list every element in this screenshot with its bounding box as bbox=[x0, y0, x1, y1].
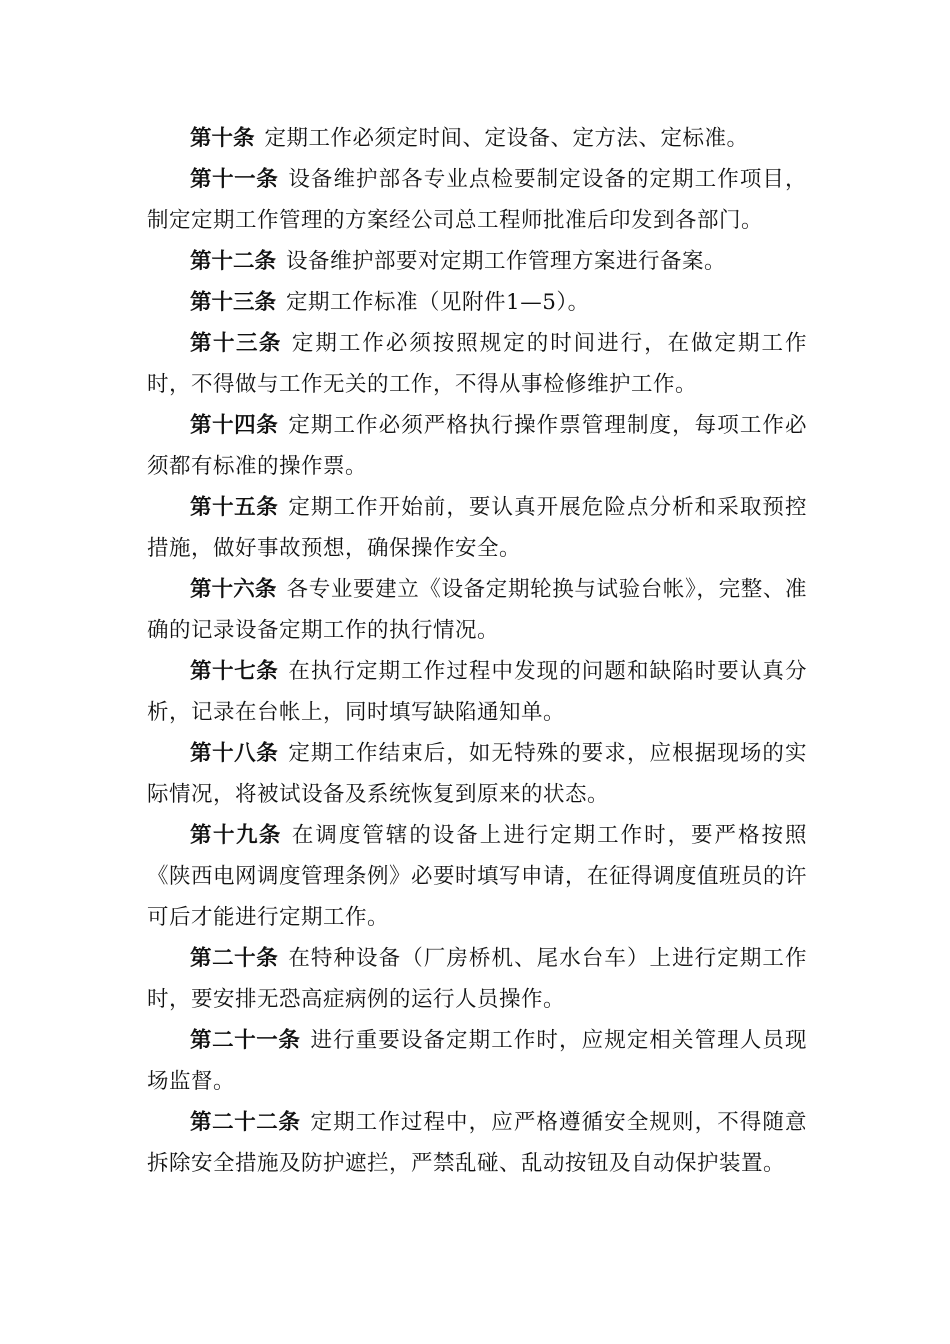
article-text: 在特种设备（厂房桥机、尾水台车）上进行定期工作时，要安排无恐高症病例的运行人员操作。 bbox=[147, 946, 807, 1012]
article-text: 定期工作标准（见附件1—5）。 bbox=[286, 290, 590, 315]
article-21 bbox=[147, 1020, 807, 1102]
article-number: 第二十二条 bbox=[190, 1110, 301, 1135]
article-13b bbox=[147, 323, 807, 405]
article-number: 第十六条 bbox=[190, 577, 277, 602]
article-17 bbox=[147, 651, 807, 733]
article-number: 第二十一条 bbox=[190, 1028, 301, 1053]
article-15 bbox=[147, 487, 807, 569]
article-text: 定期工作必须严格执行操作票管理制度，每项工作必须都有标准的操作票。 bbox=[147, 413, 807, 479]
article-text: 设备维护部各专业点检要制定设备的定期工作项目，制定定期工作管理的方案经公司总工程师批准后印发到各部门。 bbox=[147, 167, 807, 233]
article-number: 第十四条 bbox=[190, 413, 279, 438]
article-number: 第十一条 bbox=[190, 167, 279, 192]
article-text: 定期工作必须按照规定的时间进行，在做定期工作时，不得做与工作无关的工作，不得从事检修维护工作。 bbox=[147, 331, 807, 397]
article-number: 第十八条 bbox=[190, 741, 279, 766]
article-text: 定期工作过程中，应严格遵循安全规则，不得随意拆除安全措施及防护遮拦，严禁乱碰、乱动按钮及自动保护装置。 bbox=[147, 1110, 807, 1176]
article-10 bbox=[147, 118, 807, 159]
article-16 bbox=[147, 569, 807, 651]
article-text: 定期工作结束后，如无特殊的要求，应根据现场的实际情况，将被试设备及系统恢复到原来的状态。 bbox=[147, 741, 807, 807]
article-20 bbox=[147, 938, 807, 1020]
article-number: 第十条 bbox=[190, 126, 255, 151]
article-13a bbox=[147, 282, 807, 323]
article-number: 第十二条 bbox=[190, 249, 277, 274]
article-text: 进行重要设备定期工作时，应规定相关管理人员现场监督。 bbox=[147, 1028, 807, 1094]
article-14 bbox=[147, 405, 807, 487]
article-22 bbox=[147, 1102, 807, 1184]
article-text: 设备维护部要对定期工作管理方案进行备案。 bbox=[286, 249, 727, 274]
article-number: 第十九条 bbox=[190, 823, 282, 848]
regulation-body bbox=[147, 118, 807, 1184]
article-18 bbox=[147, 733, 807, 815]
article-text: 在调度管辖的设备上进行定期工作时，要严格按照《陕西电网调度管理条例》必要时填写申请，在征得调度值班员的许可后才能进行定期工作。 bbox=[147, 823, 808, 930]
article-12 bbox=[147, 241, 807, 282]
article-number: 第十七条 bbox=[190, 659, 279, 684]
article-11 bbox=[147, 159, 807, 241]
article-text: 各专业要建立《设备定期轮换与试验台帐》，完整、准确的记录设备定期工作的执行情况。 bbox=[147, 577, 807, 643]
article-number: 第二十条 bbox=[190, 946, 279, 971]
article-text: 定期工作开始前，要认真开展危险点分析和采取预控措施，做好事故预想，确保操作安全。 bbox=[147, 495, 807, 561]
article-19 bbox=[147, 815, 807, 938]
article-text: 在执行定期工作过程中发现的问题和缺陷时要认真分析，记录在台帐上，同时填写缺陷通知单。 bbox=[147, 659, 807, 725]
article-number: 第十五条 bbox=[190, 495, 279, 520]
article-number: 第十三条 bbox=[190, 290, 277, 315]
article-number: 第十三条 bbox=[190, 331, 282, 356]
article-text: 定期工作必须定时间、定设备、定方法、定标准。 bbox=[264, 126, 749, 151]
